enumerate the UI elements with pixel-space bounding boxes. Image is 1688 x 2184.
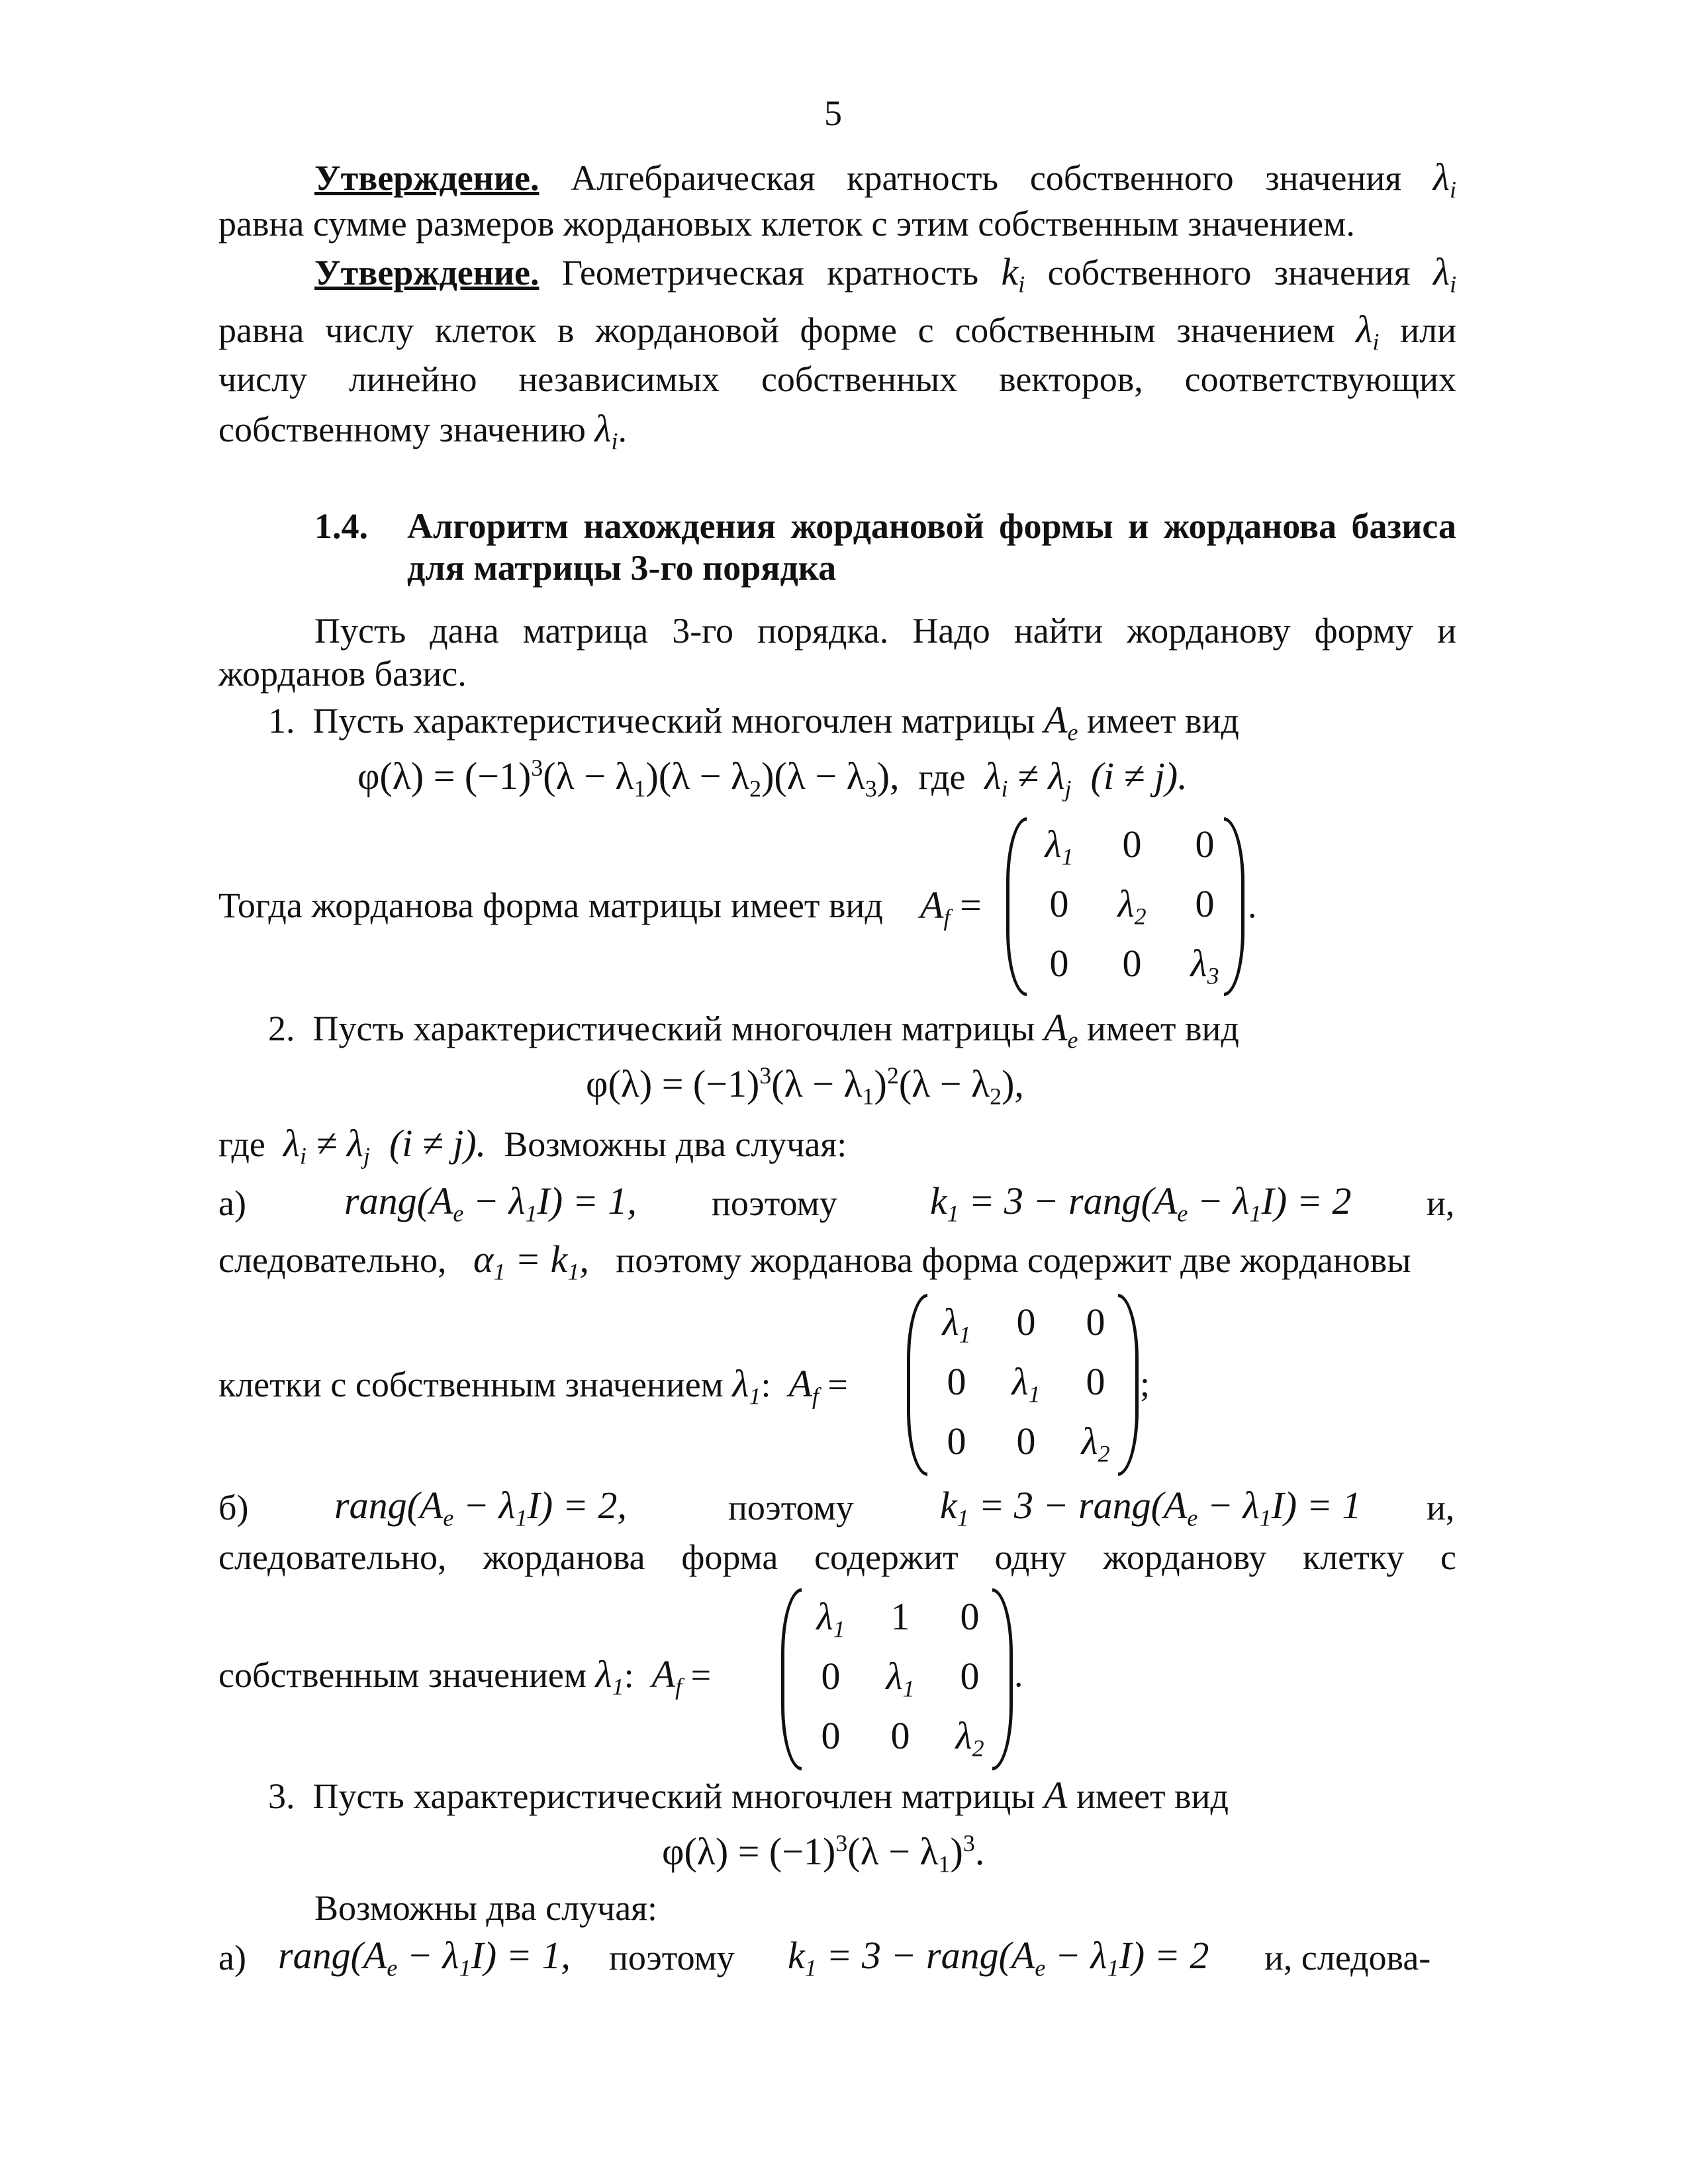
case-b-k: $k_1 = 3$ − $rang(A_e - \lambda_1I) = 1$ xyxy=(940,1484,1362,1531)
statement-1-line-1: Утверждение. Алгебраическая кратность собственного значения $\lambda_i$ xyxy=(314,156,1456,203)
item-3-case-a-cont: и, следова- xyxy=(1264,1938,1431,1978)
statement-2-line-4: собственному значению $\lambda_i$. xyxy=(218,407,628,455)
statement-label: Утверждение. xyxy=(314,253,539,293)
item-3-case-a-therefore: поэтому xyxy=(609,1938,735,1978)
case-b-matrix: $\lambda_1$ 1 0 0 $\lambda_1$ 0 0 0 $\lambda_2$ xyxy=(781,1588,1013,1764)
item-3-case-a-label: а) xyxy=(218,1938,246,1978)
section-title-line-2: для матрицы 3-го порядка xyxy=(407,548,837,588)
item-2-where-line: где $\lambda_i \ne \lambda_j$ (i ≠ j). Возможны два случая: xyxy=(218,1122,847,1169)
left-bracket xyxy=(1006,817,1027,996)
case-b-cells-text: собственным значением $\lambda_1$: $A_f$ = xyxy=(218,1653,712,1700)
item-1-text: 1. Пусть характеристический многочлен матрицы $A_e$ имеет вид xyxy=(268,698,1239,746)
statement-2-line-1: Утверждение. Геометрическая кратность $k_i$ собственного значения $\lambda_i$ xyxy=(314,250,1457,298)
item-2-text: 2. Пусть характеристический многочлен матрицы $A_e$ имеет вид xyxy=(268,1006,1239,1054)
case-a-therefore: поэтому xyxy=(712,1183,837,1223)
case-a-matrix: $\lambda_1$ 0 0 0 $\lambda_1$ 0 0 0 $\lambda_2$ xyxy=(907,1294,1139,1469)
statement-2-line-3: числу линейно независимых собственных векторов, соответствующих xyxy=(218,359,1456,399)
case-a-and: и, xyxy=(1427,1183,1455,1223)
page-number: 5 xyxy=(824,93,842,133)
case-a-semicolon: ; xyxy=(1140,1364,1150,1404)
case-a-rank: $rang(A_e - \lambda_1I) = 1$, xyxy=(344,1179,637,1227)
case-b-period: . xyxy=(1014,1655,1023,1694)
section-number: 1.4. xyxy=(314,506,368,546)
case-b-rank: $rang(A_e - \lambda_1I) = 2$, xyxy=(334,1484,627,1531)
item-3-formula: $\varphi(\lambda) = (-1)^3(\lambda - \lambda_1)^3$. xyxy=(662,1830,985,1878)
item-1-period: . xyxy=(1248,886,1257,925)
item-3-case-a-rank: $rang(A_e - \lambda_1I) = 1$, xyxy=(278,1934,571,1981)
case-b-and: и, xyxy=(1427,1488,1455,1527)
item-3-text: 3. Пусть характеристический многочлен матрицы A имеет вид xyxy=(268,1774,1229,1817)
section-title-line-1: Алгоритм нахождения жордановой формы и жорданова базиса xyxy=(407,506,1456,546)
case-b-line-2: следовательно, жорданова форма содержит одну жорданову клетку с xyxy=(218,1537,1456,1577)
case-a-k: $k_1 = 3$ − $rang(A_e - \lambda_1I) = 2$ xyxy=(930,1179,1352,1227)
item-1-formula: $\varphi(\lambda) = (-1)^3(\lambda - \lambda_1)(\lambda - \lambda_2)(\lambda - \lambda_3)$, где $\lambda_i \ne \lambda_j$ (i ≠ j). xyxy=(357,754,1188,802)
statement-2-line-2: равна числу клеток в жордановой форме с собственным значением $\lambda_i$ или xyxy=(218,308,1456,355)
case-a-label: а) xyxy=(218,1183,246,1223)
case-a-line-2: следовательно, $\alpha_1 = k_1$, поэтому жорданова форма содержит две жордановы xyxy=(218,1238,1411,1285)
intro-line-2: жорданов базис. xyxy=(218,654,467,694)
item-3-case-a-k: $k_1 = 3$ − $rang(A_e - \lambda_1I) = 2$ xyxy=(788,1934,1209,1981)
item-1-af-label: $A_f$ = xyxy=(920,884,982,931)
statement-1-line-2: равна сумме размеров жордановых клеток с этим собственным значением. xyxy=(218,204,1355,244)
case-b-therefore: поэтому xyxy=(728,1488,854,1527)
case-b-label: б) xyxy=(218,1488,249,1527)
statement-label: Утверждение. xyxy=(314,158,539,198)
item-3-cases: Возможны два случая: xyxy=(314,1888,658,1928)
item-2-formula: $\varphi(\lambda) = (-1)^3(\lambda - \lambda_1)^2(\lambda - \lambda_2)$, xyxy=(586,1062,1024,1110)
item-1-matrix: $\lambda_1$ 0 0 0 $\lambda_2$ 0 0 0 $\lambda_3$ xyxy=(1006,817,1244,989)
case-a-cells-text: клетки с собственным значением $\lambda_1$: $A_f$ = xyxy=(218,1362,848,1410)
item-1-then-text: Тогда жорданова форма матрицы имеет вид xyxy=(218,886,883,925)
intro-line-1: Пусть дана матрица 3-го порядка. Надо найти жорданову форму и xyxy=(314,611,1456,651)
